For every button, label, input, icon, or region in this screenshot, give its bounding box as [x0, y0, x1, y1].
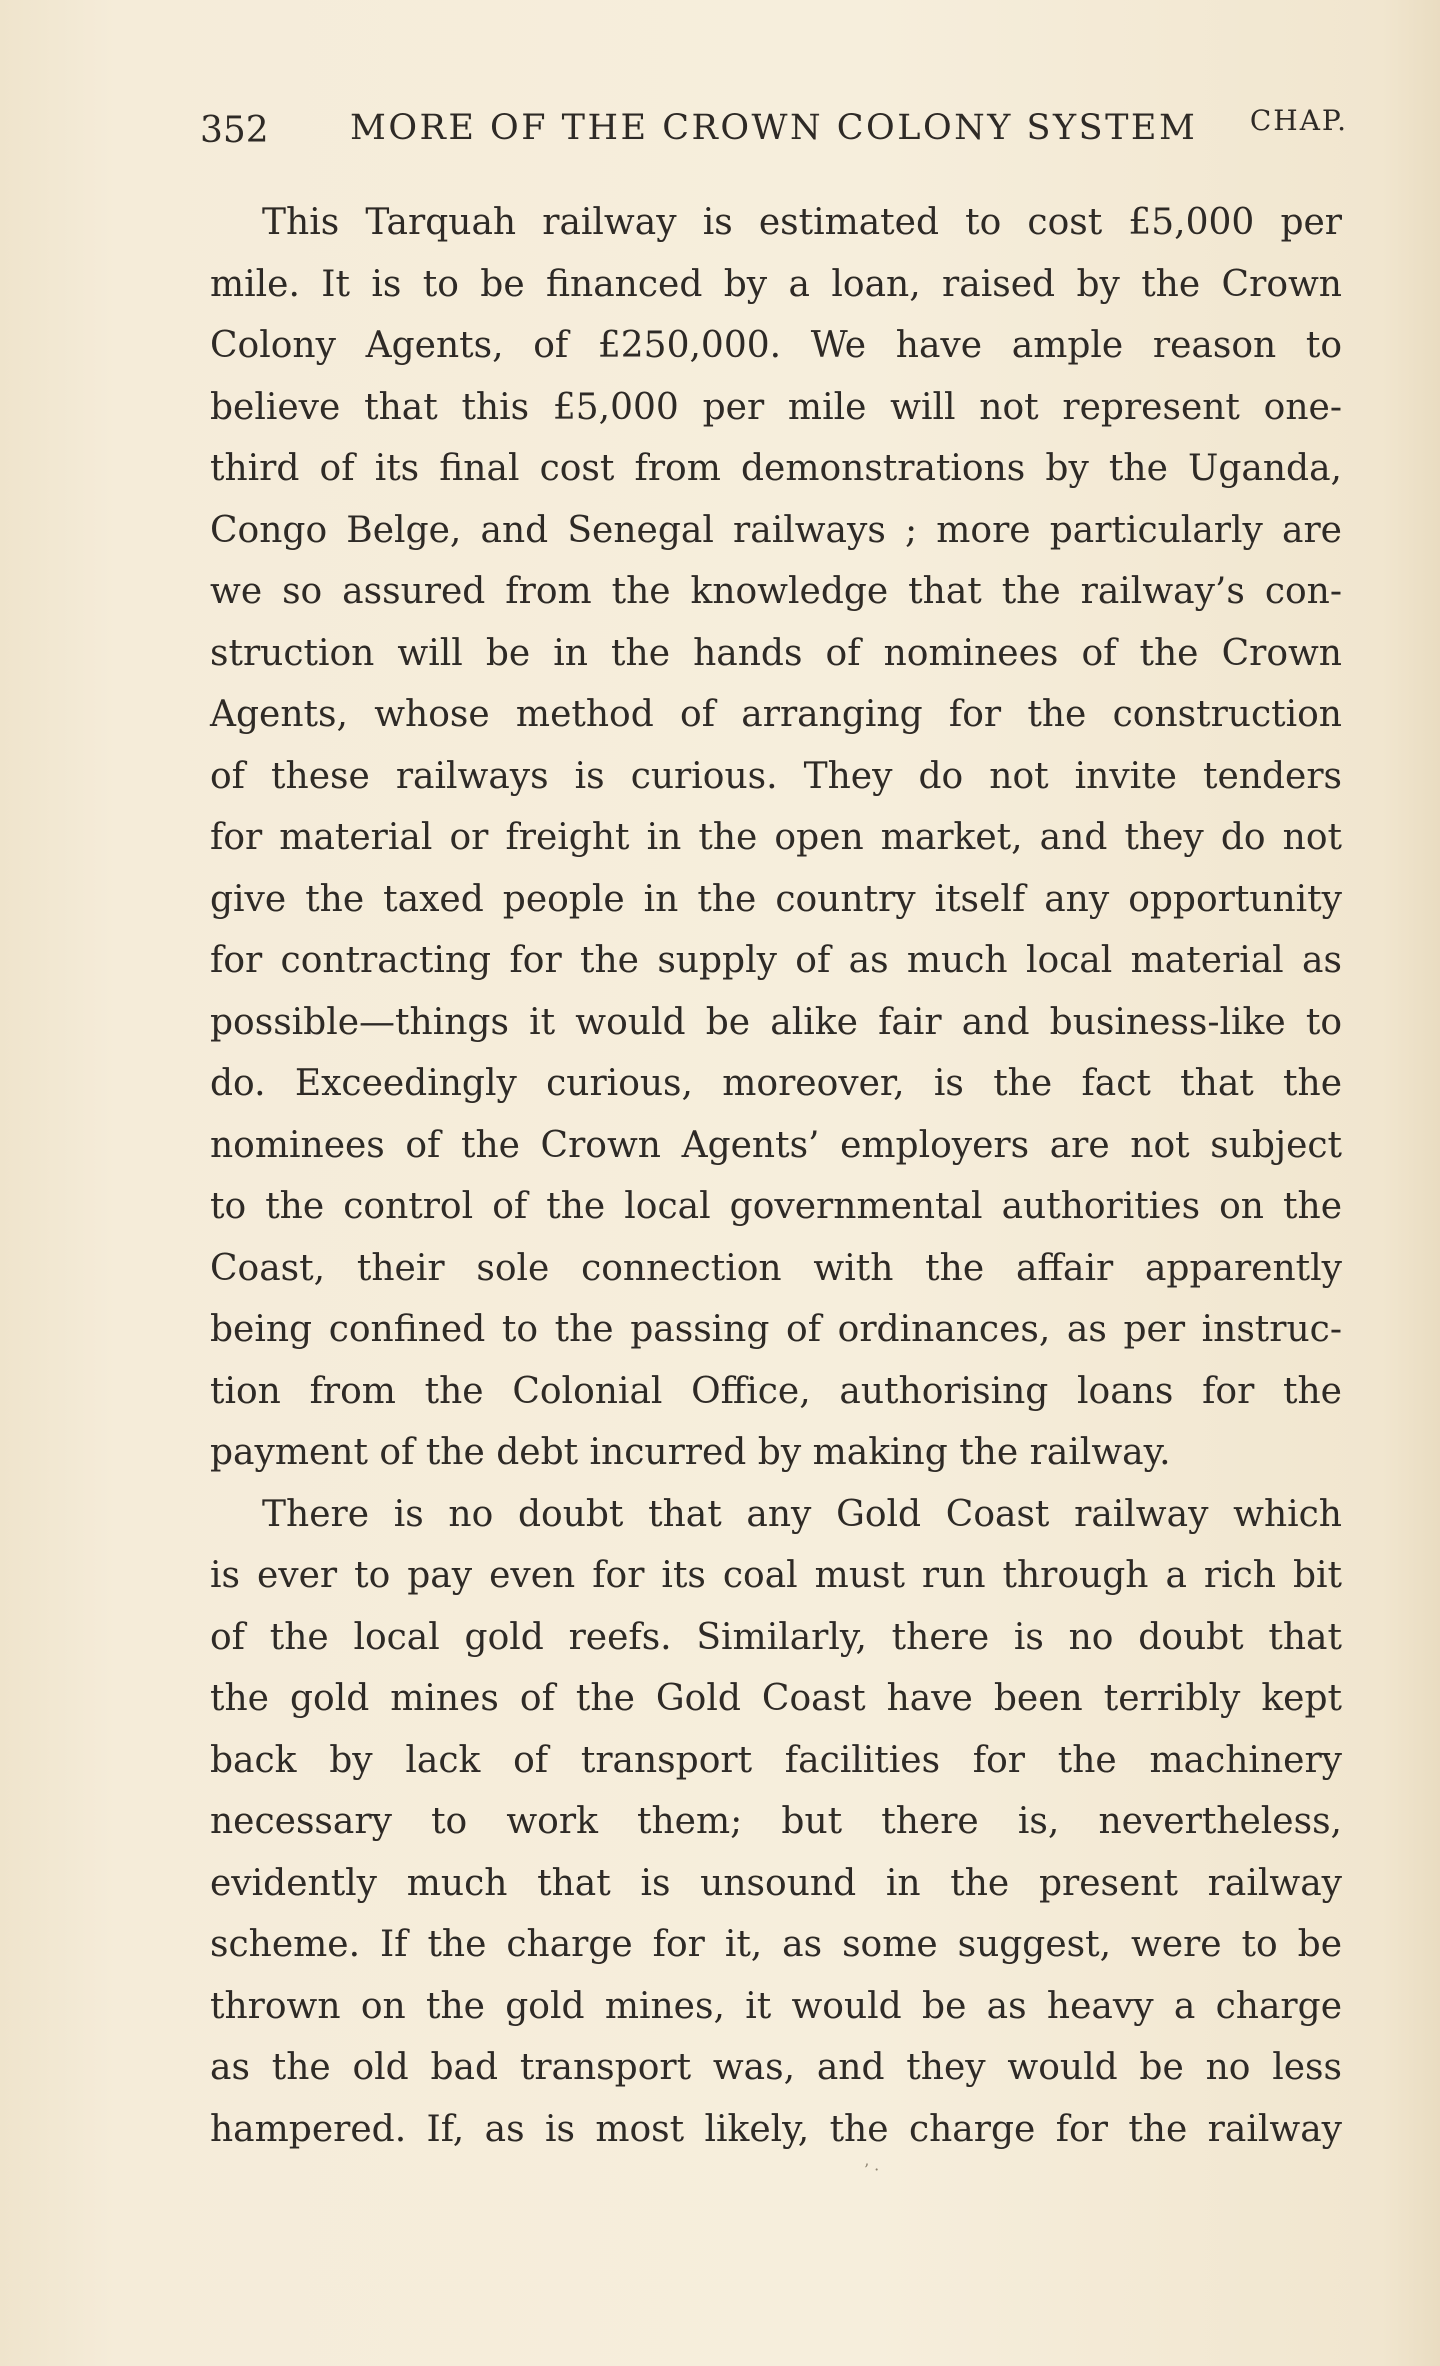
text-line: of these railways is curious. They do not invite tenders [210, 755, 1342, 797]
text-line: Coast, their sole connection with the affair apparently [210, 1247, 1342, 1289]
text-line: Colony Agents, of £250,000. We have ample reason to [210, 325, 1342, 366]
text-line: Congo Belge, and Senegal railways ; more particularly are [210, 509, 1342, 551]
text-line: of the local gold reefs. Similarly, there is no doubt that [210, 1616, 1342, 1658]
text-line: third of its final cost from demonstrations by the Uganda, [210, 448, 1342, 489]
paragraph-2 [210, 1484, 1342, 2161]
text-line: is ever to pay even for its coal must run through a rich bit [210, 1555, 1342, 1596]
text-line: for material or freight in the open market, and they do not [210, 817, 1342, 858]
text-line: as the old bad transport was, and they would be no less [210, 2047, 1342, 2088]
text-line: evidently much that is unsound in the present railway [210, 1862, 1342, 1904]
text-line: necessary to work them; but there is, nevertheless, [210, 1801, 1342, 1842]
text-line: for contracting for the supply of as much local material as [210, 940, 1342, 981]
text-line: payment of the debt incurred by making the railway. [210, 1432, 1171, 1473]
paragraph-1 [210, 192, 1342, 1484]
running-title: MORE OF THE CROWN COLONY SYSTEM [350, 108, 1198, 148]
text-line: Agents, whose method of arranging for the construction [210, 694, 1342, 735]
text-line: mile. It is to be financed by a loan, raised by the Crown [210, 263, 1342, 305]
text-line: to the control of the local governmental authorities on the [210, 1186, 1342, 1227]
text-line: This Tarquah railway is estimated to cost £5,000 per [262, 202, 1342, 243]
text-line: tion from the Colonial Office, authorising loans for the [210, 1370, 1342, 1412]
text-line: scheme. If the charge for it, as some suggest, were to be [210, 1924, 1342, 1965]
text-line: being confined to the passing of ordinances, as per instruc- [210, 1309, 1342, 1350]
body-text [210, 192, 1342, 2160]
text-line: the gold mines of the Gold Coast have been terribly kept [210, 1678, 1342, 1719]
text-line: struction will be in the hands of nominees of the Crown [210, 632, 1342, 674]
text-line: There is no doubt that any Gold Coast railway which [262, 1493, 1342, 1535]
text-line: believe that this £5,000 per mile will not represent one- [210, 386, 1342, 428]
running-head [200, 104, 1350, 158]
text-line: possible—things it would be alike fair and business-like to [210, 1001, 1342, 1043]
text-line: nominees of the Crown Agents’ employers are not subject [210, 1124, 1342, 1166]
text-line: give the taxed people in the country itself any opportunity [210, 878, 1342, 920]
text-line: hampered. If, as is most likely, the charge for the railway [210, 2108, 1342, 2150]
text-line: thrown on the gold mines, it would be as heavy a charge [210, 1985, 1342, 2027]
text-line: do. Exceedingly curious, moreover, is the fact that the [210, 1063, 1342, 1104]
text-line: back by lack of transport facilities for the machinery [210, 1739, 1342, 1781]
catchword-mark: ’ · [864, 2160, 880, 2179]
chapter-label: CHAP. [1249, 104, 1348, 137]
page-number: 352 [200, 110, 269, 151]
text-line: we so assured from the knowledge that the railway’s con- [210, 571, 1342, 612]
